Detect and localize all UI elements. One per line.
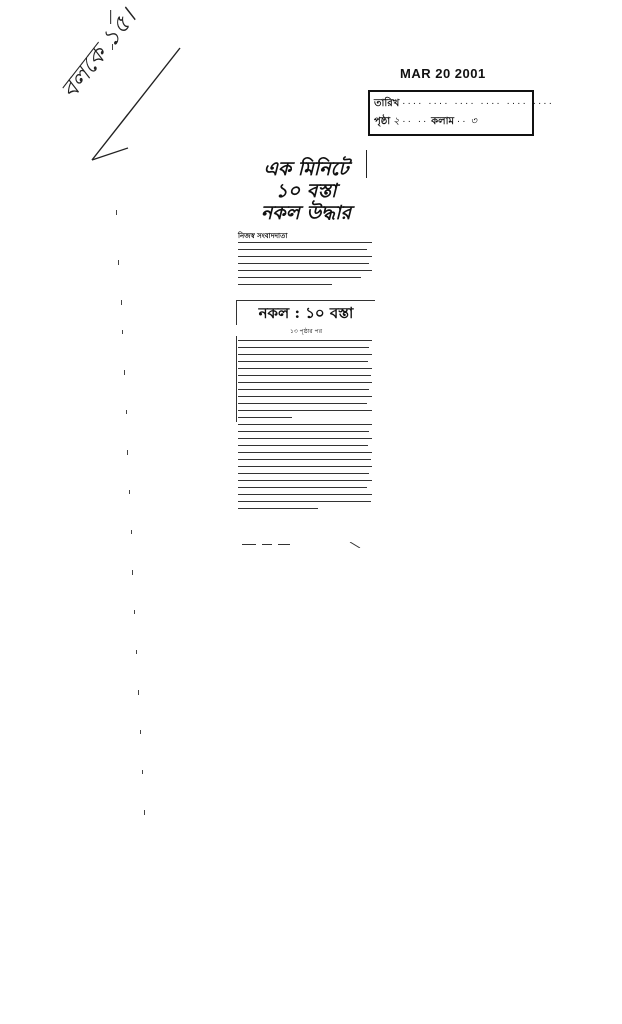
article-text-block-2: [238, 340, 372, 515]
headline-line-3: নকল উদ্ধার: [260, 202, 352, 224]
stamp-date-label: তারিখ: [374, 98, 400, 109]
stamp-column-value: ৩: [470, 116, 477, 127]
clipping-headline: [240, 158, 372, 224]
handwritten-text: বলকে ১৫।: [55, 3, 142, 104]
stamp-page-label: পৃষ্ঠা: [374, 116, 391, 127]
stamp-column-label: কলাম: [431, 116, 455, 127]
handwritten-annotation: [30, 3, 200, 170]
headline-line-2: ১০ বস্তা: [275, 180, 337, 202]
clipping-subhead: নকল : ১০ বস্তা: [236, 300, 375, 325]
clipping-stamp: তারিখ ···· ···· ···· ···· ···· ···· পৃষ্ঠা ২ ·· ·· কলাম ·· ৩: [368, 90, 534, 136]
received-date-stamp: MAR 20 2001: [400, 66, 486, 81]
newspaper-clipping: [236, 150, 376, 550]
stamp-page-value: ২: [392, 116, 400, 127]
clipping-byline: নিজস্ব সংবাদদাতা: [238, 232, 288, 240]
article-text-block-1: [238, 242, 372, 291]
clip-end-marks: [242, 542, 372, 548]
continued-note: ১৩ পৃষ্ঠার পর: [289, 328, 322, 335]
headline-line-1: এক মিনিটে: [263, 158, 349, 180]
